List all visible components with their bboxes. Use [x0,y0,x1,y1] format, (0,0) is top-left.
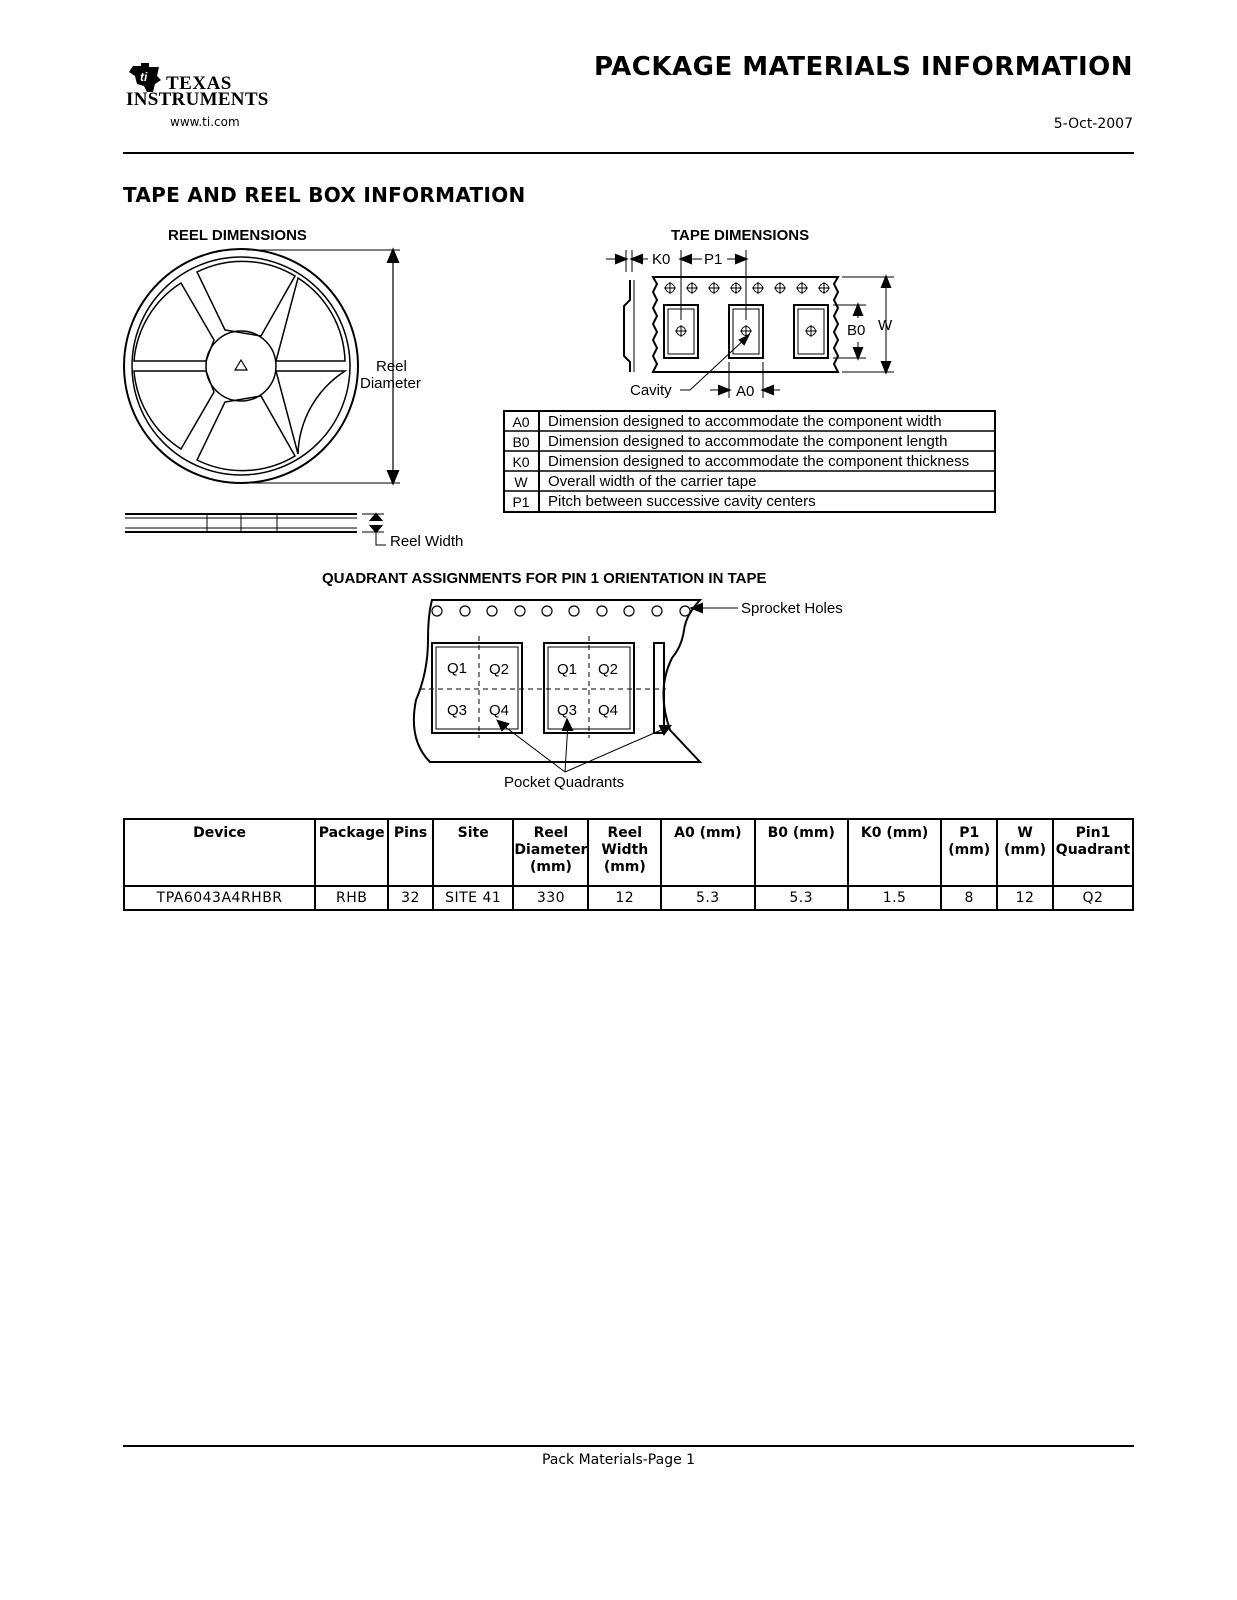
cell-pins: 32 [388,886,433,910]
table-row [124,886,1133,910]
quadrant-q3: Q3 [557,702,578,719]
tape-b0-label: B0 [847,322,866,339]
quadrant-q1: Q1 [557,661,578,678]
tape-cavity-label: Cavity [630,382,672,399]
logo-wordmark-line2: INSTRUMENTS [126,89,269,110]
quadrant-q1: Q1 [447,660,468,677]
legend-code: A0 [512,414,530,430]
tape-a0-label: A0 [736,383,755,400]
header-w: W (mm) [997,819,1053,886]
footer-divider [123,1445,1134,1447]
legend-desc: Pitch between successive cavity centers [548,493,816,510]
legend-code: B0 [512,434,530,450]
reel-heading: REEL DIMENSIONS [168,227,307,244]
tape-w-label: W [878,317,893,334]
header-package: Package [315,819,388,886]
quadrant-heading: QUADRANT ASSIGNMENTS FOR PIN 1 ORIENTATION IN TAPE [322,570,767,587]
tape-k0-label: K0 [652,251,671,268]
tape-heading: TAPE DIMENSIONS [671,227,810,244]
cell-package: RHB [315,886,388,910]
cell-a0: 5.3 [661,886,754,910]
quadrant-q2: Q2 [489,661,510,678]
tape-reel-table [123,818,1134,911]
sprocket-holes-label: Sprocket Holes [741,600,843,617]
cell-reel-diameter: 330 [513,886,588,910]
header-a0: A0 (mm) [661,819,754,886]
legend-code: P1 [512,494,530,510]
reel-width-label: Reel Width [390,533,464,550]
quadrant-q2: Q2 [598,661,619,678]
svg-text:ti: ti [140,70,148,84]
cell-pin1: Q2 [1053,886,1133,910]
legend-desc: Dimension designed to accommodate the component width [548,413,942,430]
reel-diameter-label: Reel [376,358,407,375]
legend-code: K0 [512,454,530,470]
document-date: 5-Oct-2007 [1053,116,1133,132]
header-site: Site [433,819,513,886]
legend-desc: Dimension designed to accommodate the component thickness [548,453,970,470]
page-title: PACKAGE MATERIALS INFORMATION [594,52,1133,82]
legend-desc: Dimension designed to accommodate the component length [548,433,948,450]
header-p1: P1 (mm) [941,819,997,886]
pocket-quadrants-label: Pocket Quadrants [504,774,625,791]
cell-b0: 5.3 [755,886,848,910]
cell-w: 12 [997,886,1053,910]
header-device: Device [124,819,315,886]
reel-drawing [124,249,400,545]
legend-desc: Overall width of the carrier tape [548,473,757,490]
header-b0: B0 (mm) [755,819,848,886]
legend-code: W [514,474,528,490]
quadrant-drawing [414,600,738,772]
section-title: TAPE AND REEL BOX INFORMATION [123,183,526,207]
cell-reel-width: 12 [588,886,661,910]
quadrant-q3: Q3 [447,702,468,719]
quadrant-q4: Q4 [489,702,510,719]
header-reel-diameter: Reel Diameter (mm) [513,819,588,886]
cell-p1: 8 [941,886,997,910]
cell-k0: 1.5 [848,886,941,910]
logo-wordmark-line1: TEXAS [166,73,232,94]
header-k0: K0 (mm) [848,819,941,886]
header-pins: Pins [388,819,433,886]
header-reel-width: Reel Width (mm) [588,819,661,886]
header-pin1-quadrant: Pin1 Quadrant [1053,819,1133,886]
cell-device: TPA6043A4RHBR [124,886,315,910]
cell-site: SITE 41 [433,886,513,910]
website-link[interactable]: www.ti.com [170,115,240,129]
quadrant-q4: Q4 [598,702,619,719]
table-header-row [124,819,1133,886]
page-footer: Pack Materials-Page 1 [541,1452,696,1468]
reel-diameter-label-2: Diameter [360,375,421,392]
tape-p1-label: P1 [704,251,723,268]
